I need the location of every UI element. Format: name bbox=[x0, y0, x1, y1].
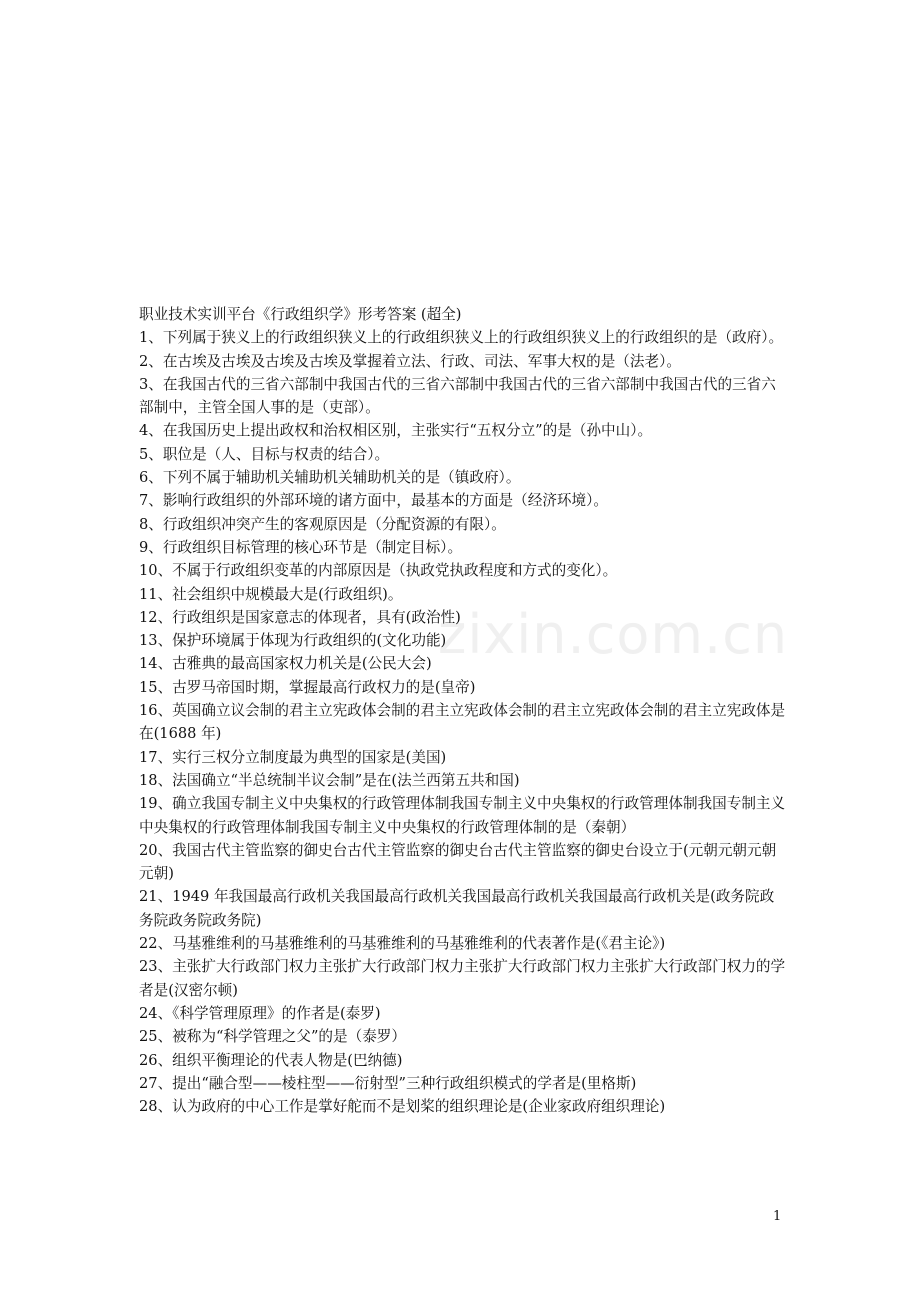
question-item: 7、影响行政组织的外部环境的诸方面中，最基本的方面是（经济环境）。 bbox=[139, 492, 608, 510]
question-item: 20、我国古代主管监察的御史台古代主管监察的御史台古代主管监察的御史台设立于(元朝元朝元朝元朝) bbox=[139, 841, 777, 883]
question-item: 14、古雅典的最高国家权力机关是(公民大会) bbox=[139, 655, 432, 673]
question-item: 16、英国确立议会制的君主立宪政体会制的君主立宪政体会制的君主立宪政体会制的君主立宪政体是在(1688 年) bbox=[139, 702, 786, 743]
document-title: 职业技术实训平台《行政组织学》形考答案 (超全) bbox=[139, 306, 462, 323]
question-item: 25、被称为“科学管理之父”的是（泰罗） bbox=[139, 1028, 406, 1046]
question-item: 9、行政组织目标管理的核心环节是（制定目标）。 bbox=[139, 538, 463, 556]
watermark-text: zixin.com.cn bbox=[438, 603, 789, 666]
question-item: 18、法国确立“半总统制半议会制”是在(法兰西第五共和国) bbox=[139, 771, 520, 789]
page-number: 1 bbox=[773, 1209, 782, 1224]
question-item: 6、下列不属于辅助机关辅助机关辅助机关的是（镇政府）。 bbox=[139, 469, 521, 487]
question-item: 26、组织平衡理论的代表人物是(巴纳德) bbox=[139, 1051, 403, 1069]
question-item: 17、实行三权分立制度最为典型的国家是(美国) bbox=[139, 748, 447, 766]
question-item: 15、古罗马帝国时期，掌握最高行政权力的是(皇帝) bbox=[139, 678, 476, 696]
question-item: 2、在古埃及古埃及古埃及古埃及掌握着立法、行政、司法、军事大权的是（法老）。 bbox=[139, 352, 681, 370]
question-item: 27、提出“融合型——棱柱型——衍射型”三种行政组织模式的学者是(里格斯) bbox=[139, 1074, 637, 1092]
question-item: 22、马基雅维利的马基雅维利的马基雅维利的马基雅维利的代表著作是(《君主论》) bbox=[139, 935, 666, 953]
question-item: 5、职位是（人、目标与权责的结合）。 bbox=[139, 445, 390, 463]
document-body bbox=[139, 303, 787, 1118]
question-item: 28、认为政府的中心工作是掌好舵而不是划桨的组织理论是(企业家政府组织理论) bbox=[139, 1098, 666, 1116]
question-item: 10、不属于行政组织变革的内部原因是（执政党执政程度和方式的变化）。 bbox=[139, 562, 618, 580]
question-item: 23、主张扩大行政部门权力主张扩大行政部门权力主张扩大行政部门权力主张扩大行政部门权力的学者是(汉密尔顿) bbox=[139, 958, 786, 999]
question-item: 13、保护环境属于体现为行政组织的(文化功能) bbox=[139, 632, 447, 650]
question-item: 4、在我国历史上提出政权和治权相区别，主张实行“五权分立”的是（孙中山）。 bbox=[139, 422, 653, 440]
question-item: 8、行政组织冲突产生的客观原因是（分配资源的有限）。 bbox=[139, 515, 506, 533]
question-item: 1、下列属于狭义上的行政组织狭义上的行政组织狭义上的行政组织狭义上的行政组织的是（政府）。 bbox=[139, 329, 784, 347]
question-item: 19、确立我国专制主义中央集权的行政管理体制我国专制主义中央集权的行政管理体制我国专制主义中央集权的行政管理体制我国专制主义中央集权的行政管理体制的是（秦朝） bbox=[139, 795, 786, 836]
question-item: 12、行政组织是国家意志的体现者，具有(政治性) bbox=[139, 608, 461, 626]
question-item: 11、社会组织中规模最大是(行政组织)。 bbox=[139, 585, 403, 603]
question-item: 21、1949 年我国最高行政机关我国最高行政机关我国最高行政机关我国最高行政机关是(政务院政务院政务院政务院) bbox=[139, 888, 775, 929]
question-item: 3、在我国古代的三省六部制中我国古代的三省六部制中我国古代的三省六部制中我国古代的三省六部制中，主管全国人事的是（吏部）。 bbox=[139, 375, 776, 417]
question-item: 24、《科学管理原理》的作者是(泰罗) bbox=[139, 1004, 381, 1022]
